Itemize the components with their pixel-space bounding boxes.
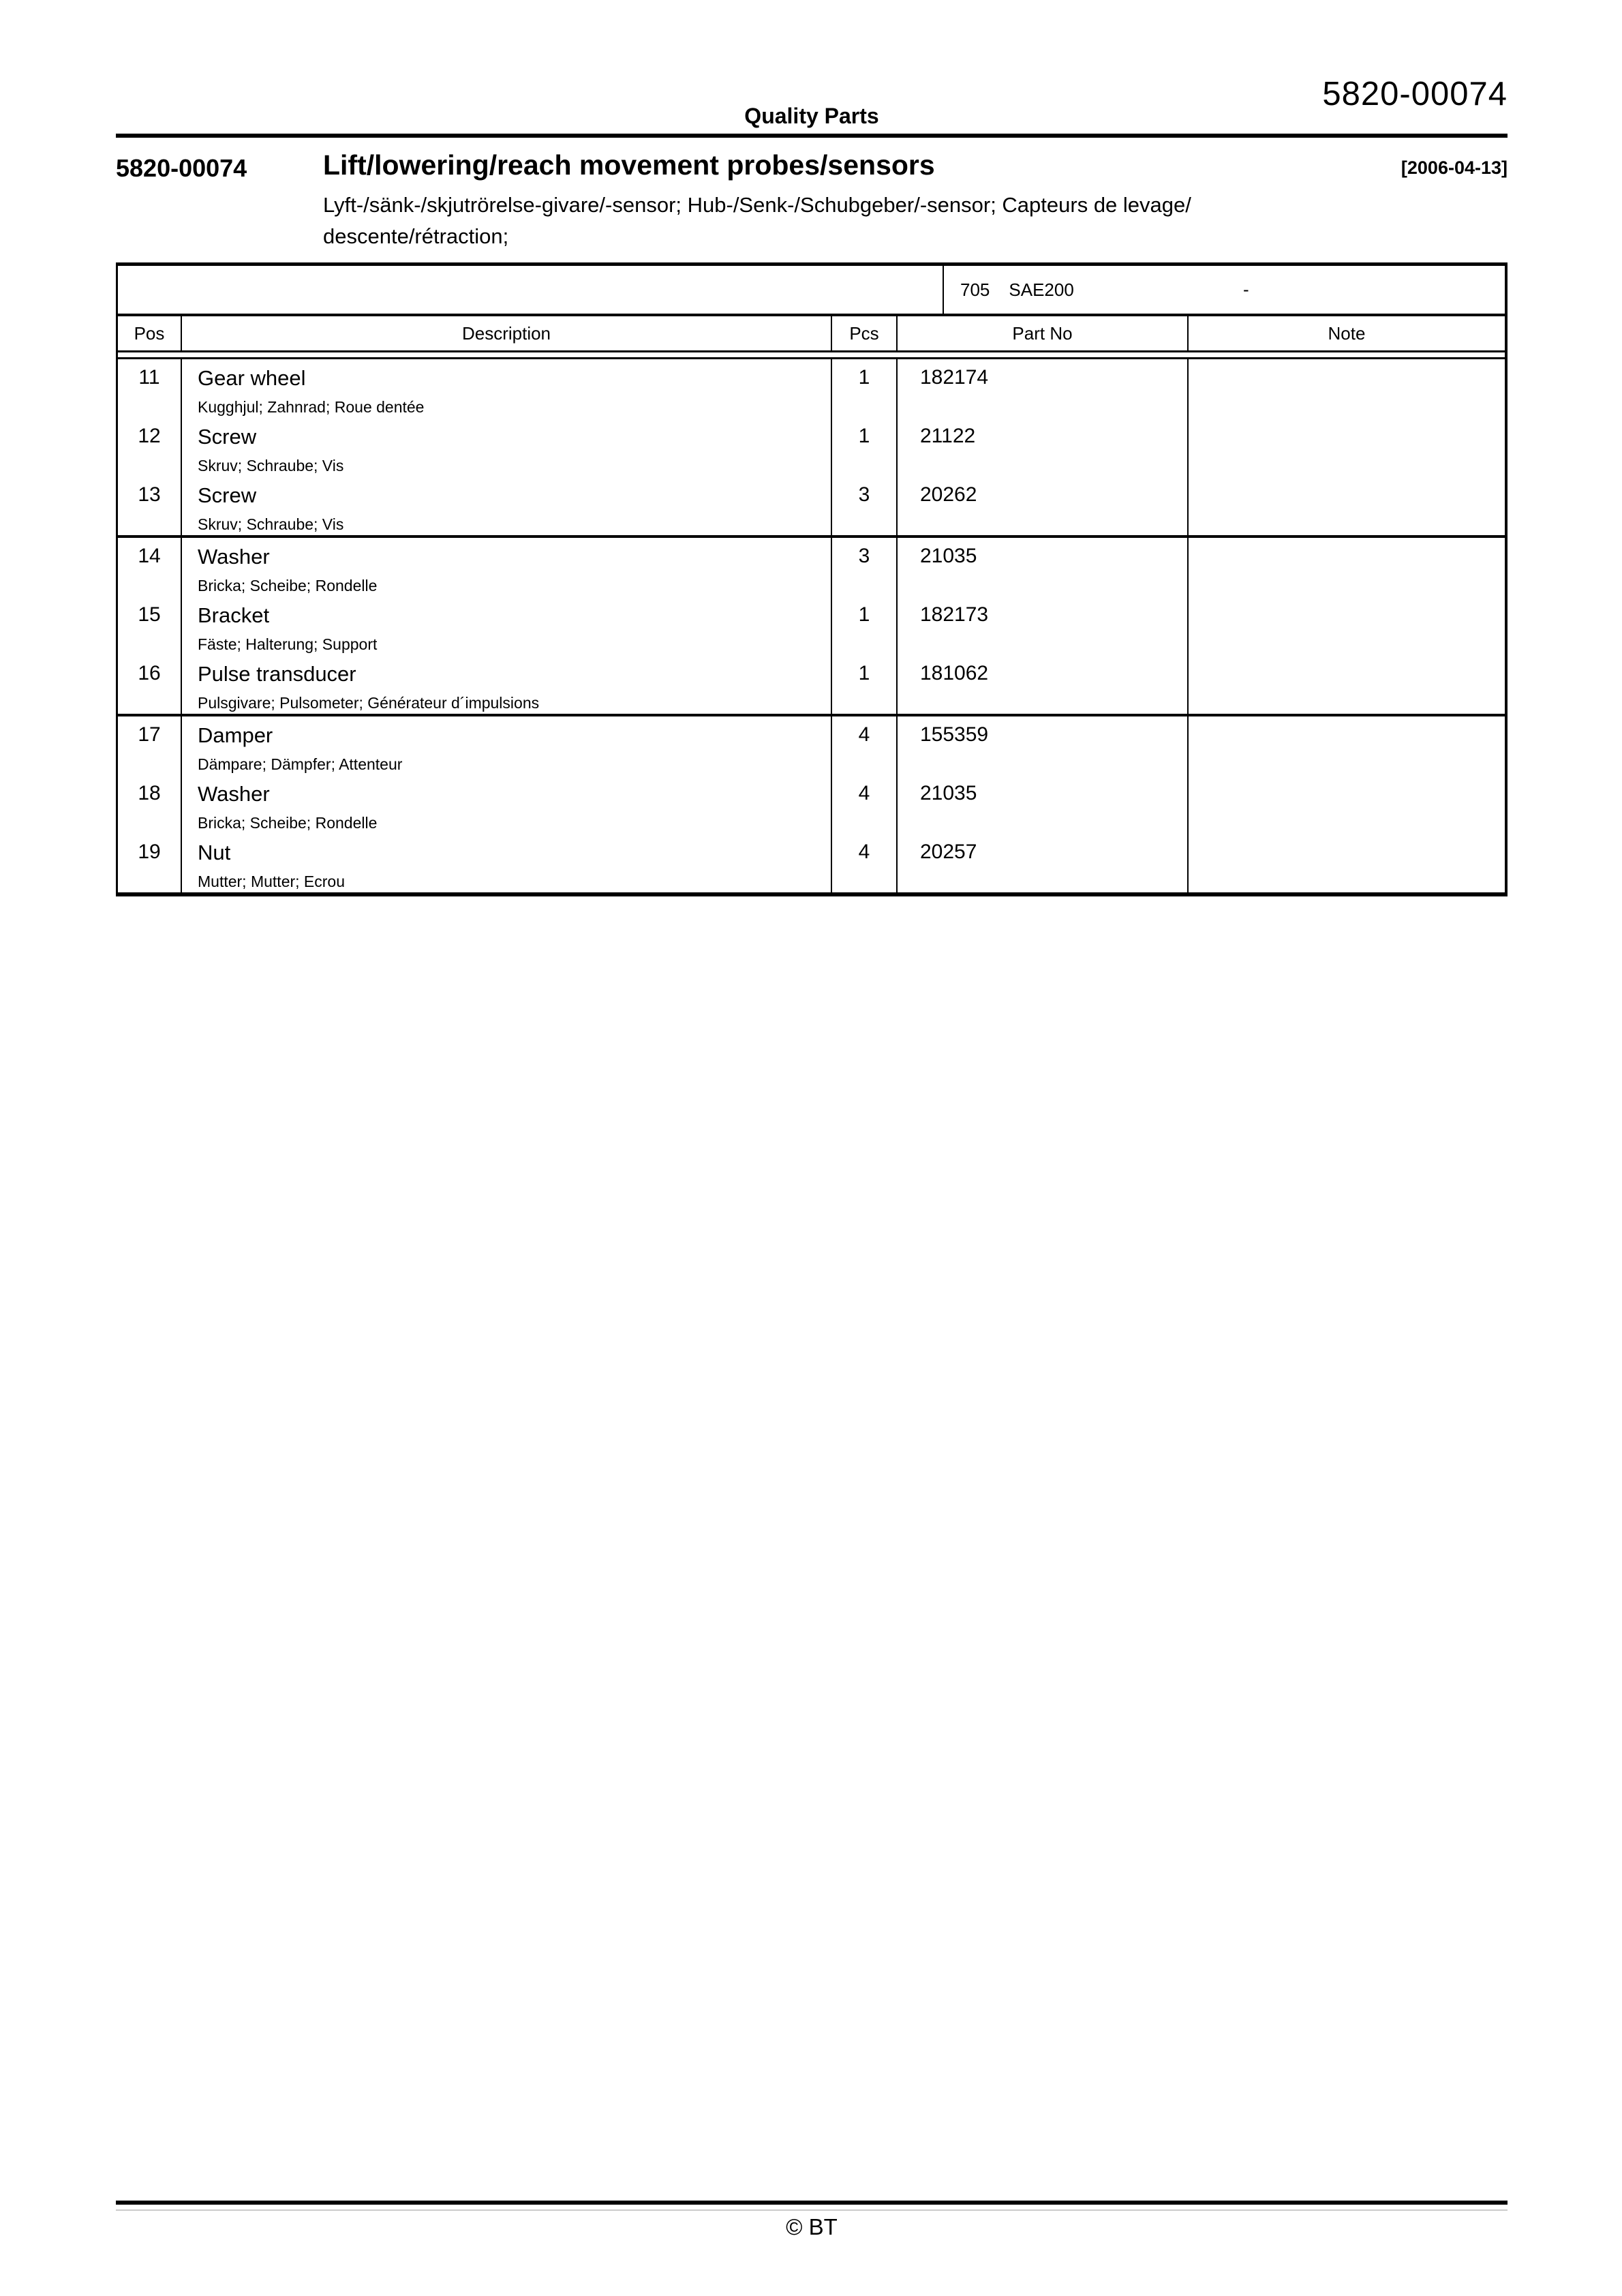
note-cell (1189, 716, 1505, 775)
part-no-cell (898, 418, 1189, 477)
row-group (118, 535, 1505, 714)
description-main: Washer (198, 782, 270, 806)
title-doc-number: 5820-00074 (116, 154, 247, 182)
pos-cell (118, 834, 182, 892)
pos-cell (118, 538, 182, 596)
pos-value: 11 (138, 366, 160, 389)
description-main: Pulse transducer (198, 662, 356, 686)
note-cell (1189, 834, 1505, 892)
part-no-cell (898, 834, 1189, 892)
pos-cell (118, 716, 182, 775)
part-no-value: 21035 (920, 545, 977, 567)
pcs-cell (832, 538, 898, 596)
part-row (118, 655, 1505, 714)
description-sub: Pulsgivare; Pulsometer; Générateur d´impulsions (198, 694, 540, 712)
part-no-value: 181062 (920, 662, 989, 684)
row-group (118, 714, 1505, 892)
revision-date: [2006-04-13] (1401, 157, 1508, 178)
part-no-cell (898, 477, 1189, 535)
part-row (118, 477, 1505, 535)
pcs-value: 4 (858, 723, 870, 746)
part-row (118, 834, 1505, 892)
page-title: Lift/lowering/reach movement probes/sensors (323, 149, 935, 181)
description-sub: Bricka; Scheibe; Rondelle (198, 577, 378, 594)
note-cell (1189, 538, 1505, 596)
doc-number-header: 5820-00074 (1322, 76, 1508, 112)
description-sub: Bricka; Scheibe; Rondelle (198, 814, 378, 832)
description-main: Gear wheel (198, 366, 306, 390)
pcs-value: 1 (858, 662, 870, 684)
description-sub: Fäste; Halterung; Support (198, 635, 378, 653)
description-cell (182, 538, 832, 596)
part-no-cell (898, 359, 1189, 418)
description-main: Washer (198, 545, 270, 569)
column-header-pos: Pos (118, 316, 182, 350)
description-sub: Mutter; Mutter; Ecrou (198, 873, 346, 890)
part-no-value: 20257 (920, 841, 977, 863)
pcs-value: 3 (858, 545, 870, 567)
pos-cell (118, 596, 182, 655)
pos-value: 18 (138, 782, 161, 804)
description-sub: Kugghjul; Zahnrad; Roue dentée (198, 398, 425, 416)
pcs-value: 4 (858, 841, 870, 863)
part-row (118, 716, 1505, 775)
part-no-cell (898, 775, 1189, 834)
description-sub: Skruv; Schraube; Vis (198, 515, 344, 533)
brand-title: Quality Parts (744, 104, 879, 128)
pos-cell (118, 775, 182, 834)
description-cell (182, 359, 832, 418)
pos-value: 19 (138, 841, 161, 863)
description-main: Screw (198, 425, 257, 449)
description-sub: Skruv; Schraube; Vis (198, 457, 344, 474)
pcs-cell (832, 477, 898, 535)
pcs-cell (832, 418, 898, 477)
part-row (118, 418, 1505, 477)
note-cell (1189, 775, 1505, 834)
description-main: Bracket (198, 603, 270, 627)
description-cell (182, 834, 832, 892)
pcs-cell (832, 834, 898, 892)
part-row (118, 538, 1505, 596)
subtitle-line-1: Lyft-/sänk-/skjutrörelse-givare/-sensor; Hub-/Senk-/Schubgeber/-sensor; Capteurs de levage/ (323, 193, 1191, 217)
pos-value: 14 (138, 545, 161, 567)
part-no-cell (898, 655, 1189, 714)
footer-rule (116, 2201, 1508, 2205)
description-cell (182, 596, 832, 655)
part-no-value: 155359 (920, 723, 989, 746)
table-header-row (118, 316, 1505, 350)
note-cell (1189, 655, 1505, 714)
part-no-value: 182173 (920, 603, 989, 626)
copyright-notice: © BT (786, 2214, 838, 2239)
pcs-value: 3 (858, 483, 870, 506)
part-row (118, 775, 1505, 834)
header-double-rule (118, 350, 1505, 359)
model-note-dash: - (1243, 279, 1249, 300)
pos-value: 16 (138, 662, 161, 684)
description-sub: Dämpare; Dämpfer; Attenteur (198, 755, 403, 773)
parts-table (116, 262, 1508, 896)
description-cell (182, 477, 832, 535)
pos-cell (118, 359, 182, 418)
description-main: Nut (198, 841, 231, 864)
part-no-cell (898, 538, 1189, 596)
part-no-cell (898, 596, 1189, 655)
pos-value: 15 (138, 603, 161, 626)
part-no-value: 21035 (920, 782, 977, 804)
pcs-cell (832, 655, 898, 714)
description-main: Screw (198, 483, 257, 507)
model-info-box (118, 262, 1505, 316)
part-no-value: 21122 (920, 425, 976, 447)
info-box-empty-cell (118, 266, 944, 314)
description-cell (182, 716, 832, 775)
model-name: SAE200 (1009, 279, 1074, 300)
info-box-model-cell (944, 266, 1505, 314)
note-cell (1189, 596, 1505, 655)
note-cell (1189, 477, 1505, 535)
pos-value: 12 (138, 425, 161, 447)
part-no-value: 20262 (920, 483, 977, 506)
pcs-cell (832, 716, 898, 775)
pos-cell (118, 655, 182, 714)
row-group (118, 359, 1505, 535)
part-row (118, 359, 1505, 418)
description-cell (182, 655, 832, 714)
pcs-value: 4 (858, 782, 870, 804)
pos-cell (118, 418, 182, 477)
pcs-value: 1 (858, 603, 870, 626)
column-header-note: Note (1328, 322, 1366, 344)
subtitle-line-2: descente/rétraction; (323, 224, 509, 248)
header-rule (116, 134, 1508, 138)
model-code: 705 (960, 279, 990, 300)
pcs-cell (832, 359, 898, 418)
pos-value: 13 (138, 483, 161, 506)
pos-value: 17 (138, 723, 161, 746)
pcs-value: 1 (858, 425, 870, 447)
column-header-description: Description (182, 316, 832, 350)
pcs-cell (832, 596, 898, 655)
column-header-part-no: Part No (898, 316, 1189, 350)
part-no-value: 182174 (920, 366, 989, 389)
pos-cell (118, 477, 182, 535)
table-body (118, 359, 1505, 892)
pcs-value: 1 (858, 366, 870, 389)
description-main: Damper (198, 723, 273, 747)
pcs-cell (832, 775, 898, 834)
note-cell (1189, 359, 1505, 418)
description-cell (182, 418, 832, 477)
part-row (118, 596, 1505, 655)
footer-rule-shadow (116, 2209, 1508, 2211)
note-cell (1189, 418, 1505, 477)
description-cell (182, 775, 832, 834)
part-no-cell (898, 716, 1189, 775)
column-header-pcs: Pcs (832, 316, 898, 350)
